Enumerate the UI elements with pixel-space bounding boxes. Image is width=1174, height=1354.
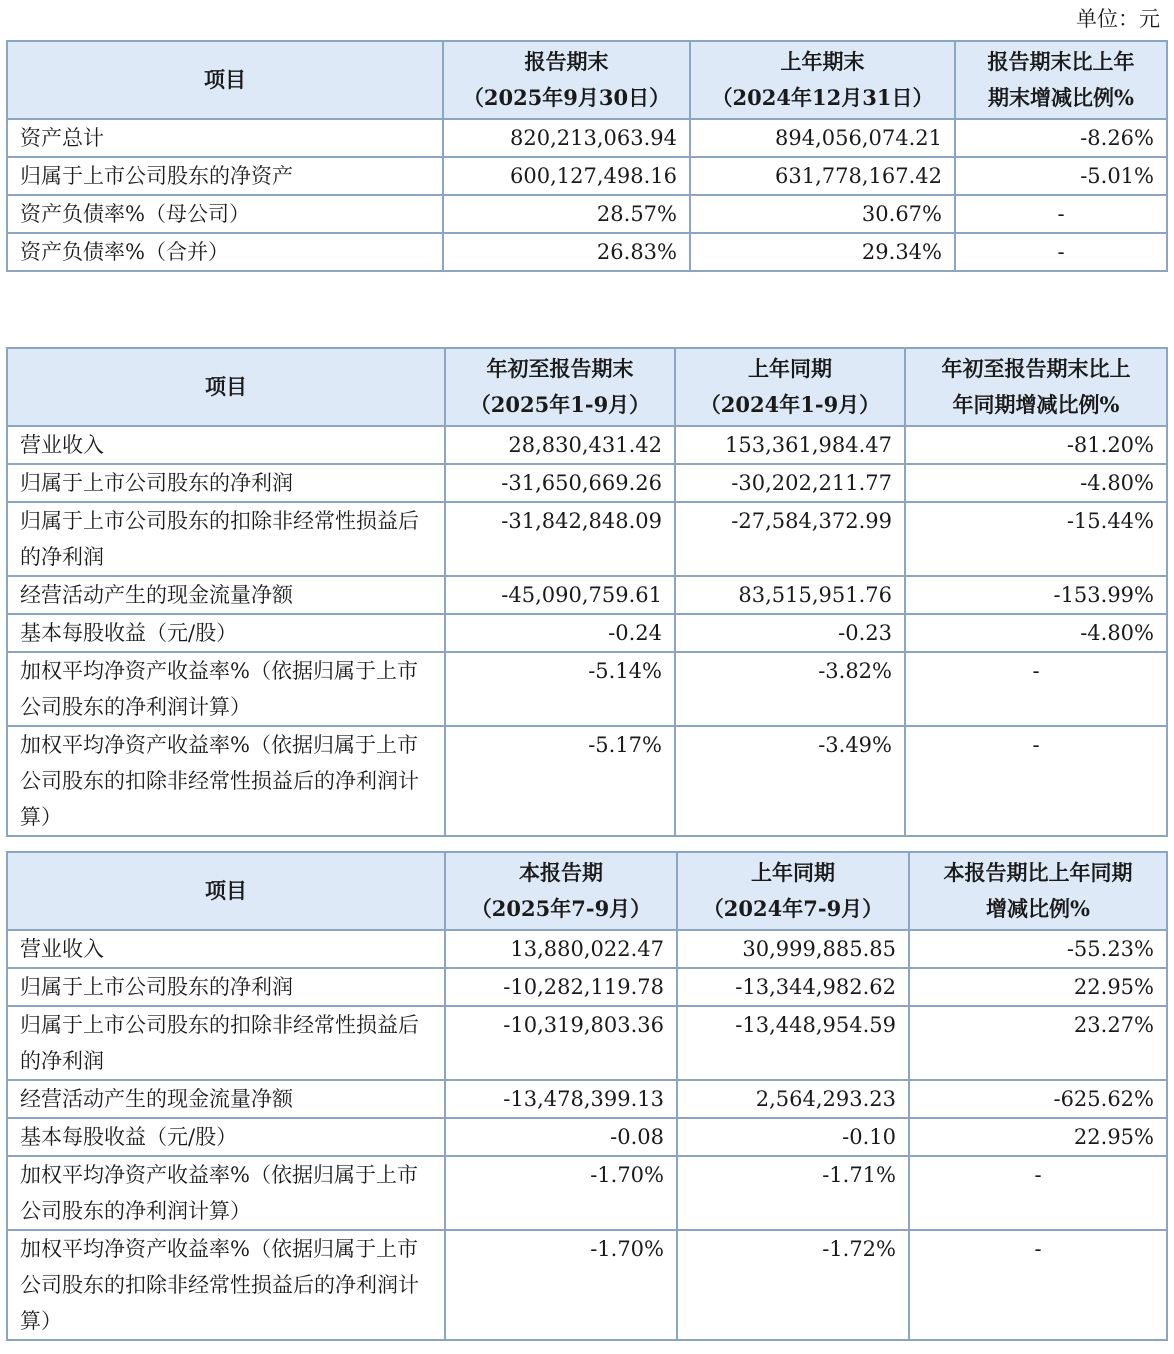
header-change: 报告期末比上年 期末增减比例% <box>955 41 1167 119</box>
row-prior: -27,584,372.99 <box>675 502 905 576</box>
row-item: 归属于上市公司股东的净利润 <box>7 464 445 502</box>
row-change: -4.80% <box>905 464 1167 502</box>
row-current: -1.70% <box>445 1230 677 1340</box>
table-row <box>7 1006 1167 1080</box>
row-prior: 29.34% <box>690 233 955 271</box>
row-prior: 153,361,984.47 <box>675 426 905 464</box>
row-current: -31,842,848.09 <box>445 502 675 576</box>
row-item: 加权平均净资产收益率%（依据归属于上市公司股东的扣除非经常性损益后的净利润计算） <box>7 726 445 836</box>
table-row <box>7 119 1167 157</box>
row-prior: -30,202,211.77 <box>675 464 905 502</box>
header-row <box>7 41 1167 119</box>
header-item: 项目 <box>7 348 445 426</box>
row-item: 加权平均净资产收益率%（依据归属于上市公司股东的扣除非经常性损益后的净利润计算） <box>7 1230 445 1340</box>
row-prior: 2,564,293.23 <box>677 1080 909 1118</box>
row-prior: 631,778,167.42 <box>690 157 955 195</box>
unit-label: 单位：元 <box>1076 7 1160 31</box>
row-item: 基本每股收益（元/股） <box>7 614 445 652</box>
header-current: 年初至报告期末 （2025年1-9月） <box>445 348 675 426</box>
row-current: -0.24 <box>445 614 675 652</box>
row-prior: -13,344,982.62 <box>677 968 909 1006</box>
row-current: 820,213,063.94 <box>443 119 690 157</box>
table-row <box>7 652 1167 726</box>
row-prior: -13,448,954.59 <box>677 1006 909 1080</box>
row-change: -8.26% <box>955 119 1167 157</box>
table-row <box>7 726 1167 836</box>
row-prior: -1.72% <box>677 1230 909 1340</box>
row-change: -55.23% <box>909 930 1167 968</box>
table-row <box>7 614 1167 652</box>
row-item: 归属于上市公司股东的净资产 <box>7 157 443 195</box>
row-change: 22.95% <box>909 1118 1167 1156</box>
row-prior: 30,999,885.85 <box>677 930 909 968</box>
row-item: 加权平均净资产收益率%（依据归属于上市公司股东的净利润计算） <box>7 1156 445 1230</box>
row-change: - <box>905 652 1167 726</box>
row-current: -5.17% <box>445 726 675 836</box>
table-row <box>7 1230 1167 1340</box>
row-item: 归属于上市公司股东的扣除非经常性损益后的净利润 <box>7 1006 445 1080</box>
row-change: - <box>909 1230 1167 1340</box>
table-row <box>7 968 1167 1006</box>
header-change: 年初至报告期末比上 年同期增减比例% <box>905 348 1167 426</box>
row-prior: 30.67% <box>690 195 955 233</box>
row-current: -0.08 <box>445 1118 677 1156</box>
row-change: 22.95% <box>909 968 1167 1006</box>
row-current: -13,478,399.13 <box>445 1080 677 1118</box>
row-item: 资产总计 <box>7 119 443 157</box>
row-item: 营业收入 <box>7 930 445 968</box>
row-prior: -1.71% <box>677 1156 909 1230</box>
row-current: 600,127,498.16 <box>443 157 690 195</box>
row-item: 基本每股收益（元/股） <box>7 1118 445 1156</box>
row-item: 资产负债率%（母公司） <box>7 195 443 233</box>
header-item: 项目 <box>7 852 445 930</box>
row-change: -625.62% <box>909 1080 1167 1118</box>
row-change: -81.20% <box>905 426 1167 464</box>
table-row <box>7 426 1167 464</box>
header-current: 本报告期 （2025年7-9月） <box>445 852 677 930</box>
row-current: -1.70% <box>445 1156 677 1230</box>
row-change: -153.99% <box>905 576 1167 614</box>
header-change: 本报告期比上年同期 增减比例% <box>909 852 1167 930</box>
row-change: - <box>909 1156 1167 1230</box>
row-change: - <box>955 233 1167 271</box>
row-change: - <box>905 726 1167 836</box>
row-prior: -3.82% <box>675 652 905 726</box>
table-row <box>7 233 1167 271</box>
header-row <box>7 852 1167 930</box>
row-change: 23.27% <box>909 1006 1167 1080</box>
header-current: 报告期末 （2025年9月30日） <box>443 41 690 119</box>
row-current: -10,282,119.78 <box>445 968 677 1006</box>
row-prior: -3.49% <box>675 726 905 836</box>
row-item: 归属于上市公司股东的扣除非经常性损益后的净利润 <box>7 502 445 576</box>
row-item: 资产负债率%（合并） <box>7 233 443 271</box>
row-prior: 894,056,074.21 <box>690 119 955 157</box>
row-item: 加权平均净资产收益率%（依据归属于上市公司股东的净利润计算） <box>7 652 445 726</box>
table-row <box>7 157 1167 195</box>
table-row <box>7 1156 1167 1230</box>
row-current: 26.83% <box>443 233 690 271</box>
quarter-table <box>6 851 1168 1341</box>
row-current: 13,880,022.47 <box>445 930 677 968</box>
header-prior: 上年同期 （2024年1-9月） <box>675 348 905 426</box>
ytd-table <box>6 347 1168 837</box>
table-row <box>7 1118 1167 1156</box>
row-change: -4.80% <box>905 614 1167 652</box>
row-prior: -0.10 <box>677 1118 909 1156</box>
header-prior: 上年同期 （2024年7-9月） <box>677 852 909 930</box>
table-row <box>7 576 1167 614</box>
row-item: 归属于上市公司股东的净利润 <box>7 968 445 1006</box>
header-row <box>7 348 1167 426</box>
balance-sheet-table <box>6 40 1168 272</box>
row-current: 28.57% <box>443 195 690 233</box>
row-current: 28,830,431.42 <box>445 426 675 464</box>
row-item: 经营活动产生的现金流量净额 <box>7 576 445 614</box>
table-row <box>7 195 1167 233</box>
header-prior: 上年期末 （2024年12月31日） <box>690 41 955 119</box>
row-prior: -0.23 <box>675 614 905 652</box>
row-current: -10,319,803.36 <box>445 1006 677 1080</box>
row-prior: 83,515,951.76 <box>675 576 905 614</box>
row-change: - <box>955 195 1167 233</box>
row-current: -31,650,669.26 <box>445 464 675 502</box>
row-current: -45,090,759.61 <box>445 576 675 614</box>
row-item: 经营活动产生的现金流量净额 <box>7 1080 445 1118</box>
row-current: -5.14% <box>445 652 675 726</box>
table-row <box>7 464 1167 502</box>
table-row <box>7 1080 1167 1118</box>
table-row <box>7 502 1167 576</box>
row-change: -15.44% <box>905 502 1167 576</box>
header-item: 项目 <box>7 41 443 119</box>
row-item: 营业收入 <box>7 426 445 464</box>
row-change: -5.01% <box>955 157 1167 195</box>
table-row <box>7 930 1167 968</box>
